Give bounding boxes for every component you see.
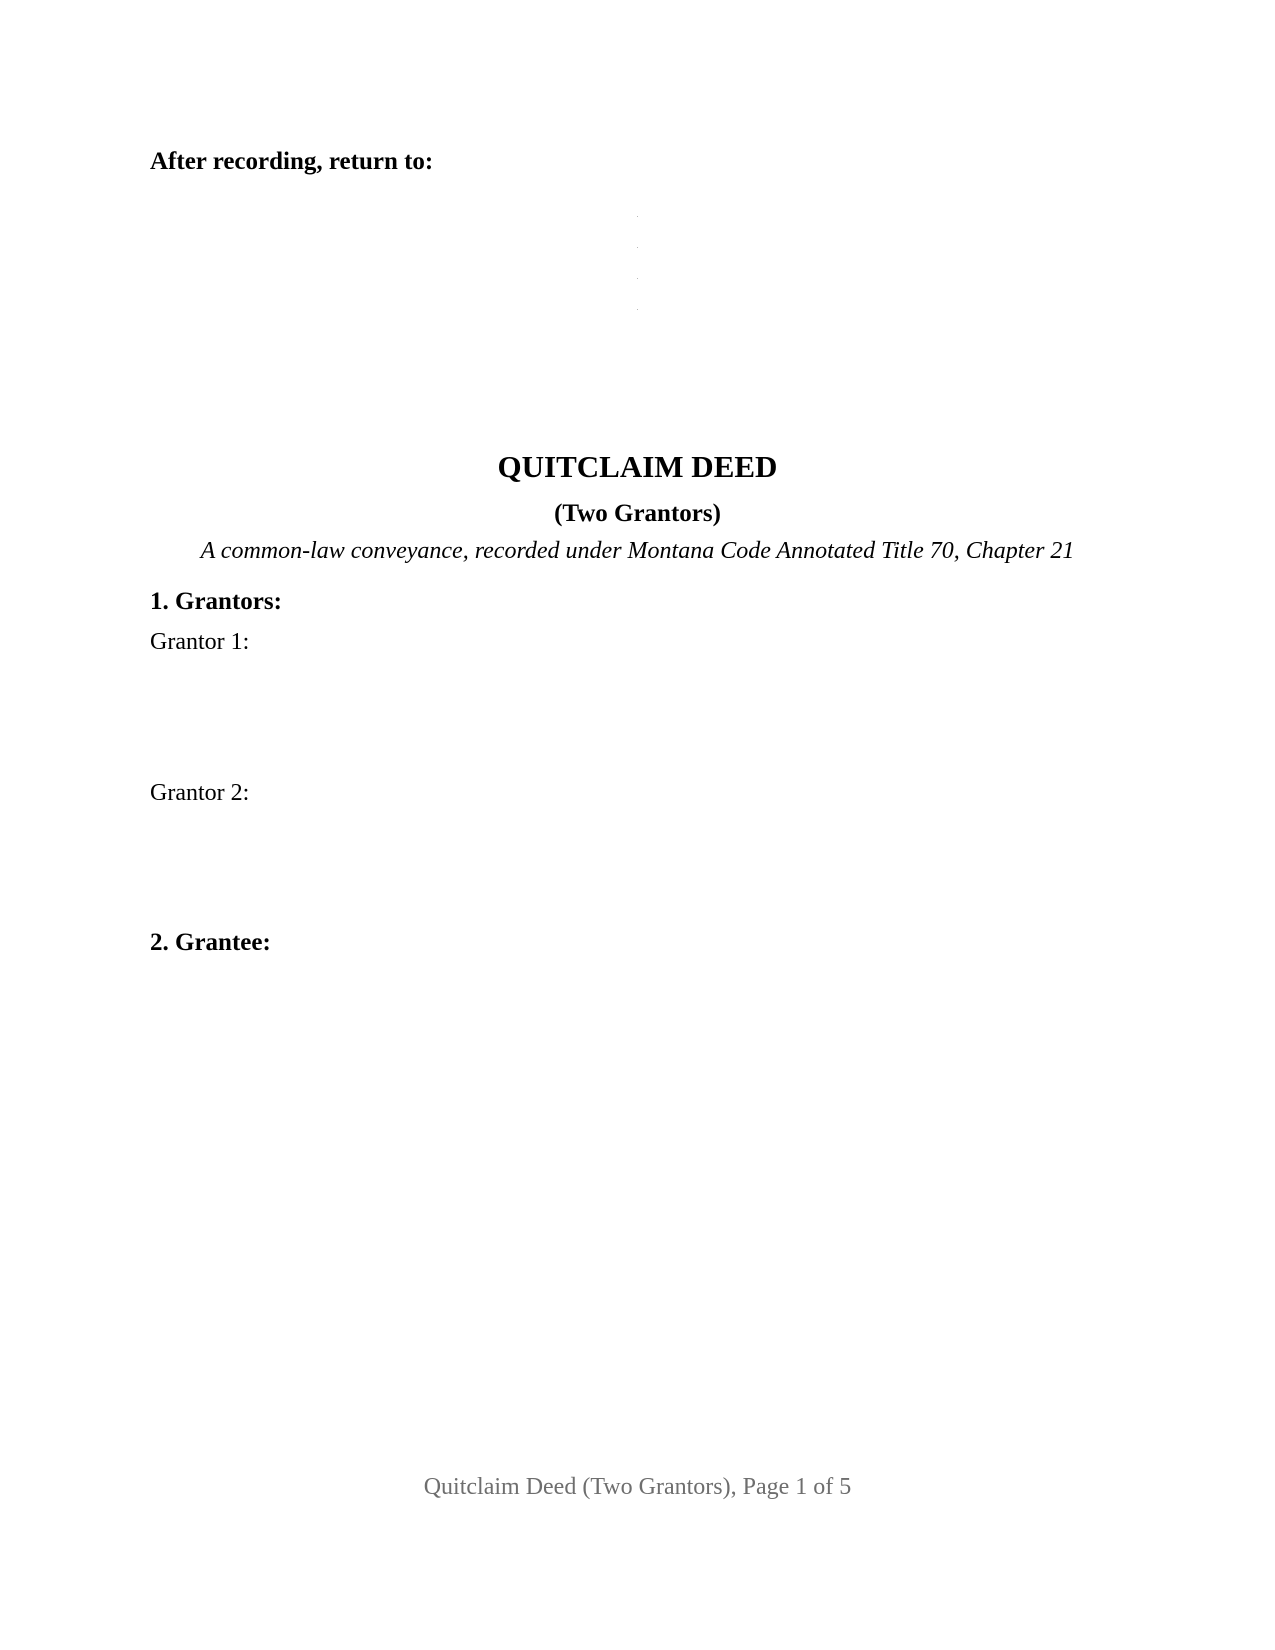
document-tagline: A common-law conveyance, recorded under Montana Code Annotated Title 70, Chapter 21 bbox=[200, 538, 1075, 564]
grantor-2-label: Grantor 2: bbox=[150, 780, 250, 806]
return-address-placeholder-dots bbox=[637, 216, 639, 340]
return-to-label: After recording, return to: bbox=[150, 148, 434, 175]
placeholder-dot bbox=[637, 247, 638, 248]
grantor-1-label: Grantor 1: bbox=[150, 629, 250, 655]
placeholder-dot bbox=[637, 216, 638, 217]
document-subtitle: (Two Grantors) bbox=[554, 500, 721, 527]
document-title: QUITCLAIM DEED bbox=[497, 449, 778, 484]
placeholder-dot bbox=[637, 278, 638, 279]
page-footer: Quitclaim Deed (Two Grantors), Page 1 of 5 bbox=[423, 1474, 852, 1500]
placeholder-dot bbox=[637, 309, 638, 310]
grantors-heading: 1. Grantors: bbox=[150, 588, 282, 615]
grantee-heading: 2. Grantee: bbox=[150, 929, 271, 956]
